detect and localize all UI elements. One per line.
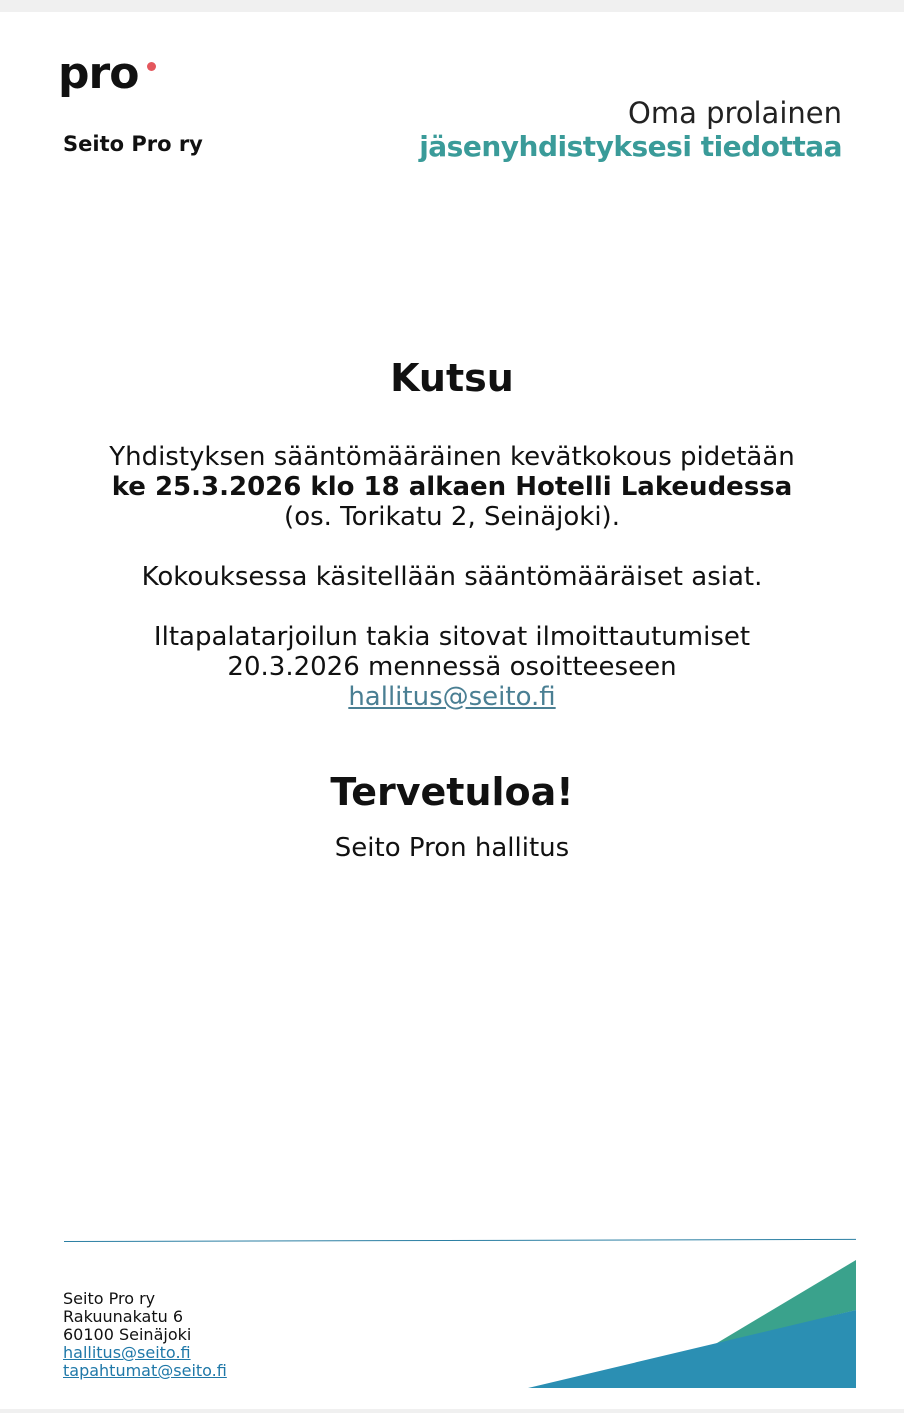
org-name: Seito Pro ry: [63, 132, 203, 156]
meeting-details: ke 25.3.2026 klo 18 alkaen Hotelli Lakeudessa: [111, 471, 793, 502]
tagline-line1: Oma prolainen: [628, 96, 842, 130]
signup-email-link[interactable]: hallitus@seito.fi: [348, 681, 556, 712]
tagline-line2: jäsenyhdistyksesi tiedottaa: [419, 130, 842, 163]
invitation-body: [40, 356, 864, 863]
intro-line: Yhdistyksen sääntömääräinen kevätkokous pidetään: [109, 441, 795, 472]
footer-address: [63, 1290, 227, 1380]
footer-street: Rakuunakatu 6: [63, 1307, 184, 1326]
footer-wedge-graphic: [526, 1260, 858, 1392]
pro-logo: pro: [58, 48, 139, 99]
signature: Seito Pron hallitus: [334, 833, 570, 864]
footer-email-tapahtumat[interactable]: tapahtumat@seito.fi: [63, 1361, 227, 1380]
signup-email-row: [40, 682, 864, 712]
footer-org: Seito Pro ry: [63, 1289, 156, 1308]
document-page: [0, 12, 904, 1409]
logo-dot: [147, 62, 156, 71]
footer-postal: 60100 Seinäjoki: [63, 1325, 192, 1344]
invitation-title: Kutsu: [390, 356, 514, 400]
signup-line1: Iltapalatarjoilun takia sitovat ilmoittautumiset: [153, 621, 751, 652]
agenda-line: Kokouksessa käsitellään sääntömääräiset asiat.: [141, 561, 763, 592]
signup-line2: 20.3.2026 mennessä osoitteeseen: [227, 651, 677, 682]
welcome-heading: Tervetuloa!: [330, 769, 574, 814]
footer-email-hallitus[interactable]: hallitus@seito.fi: [63, 1343, 191, 1362]
meeting-address: (os. Torikatu 2, Seinäjoki).: [284, 501, 620, 532]
footer-divider: [64, 1239, 856, 1242]
